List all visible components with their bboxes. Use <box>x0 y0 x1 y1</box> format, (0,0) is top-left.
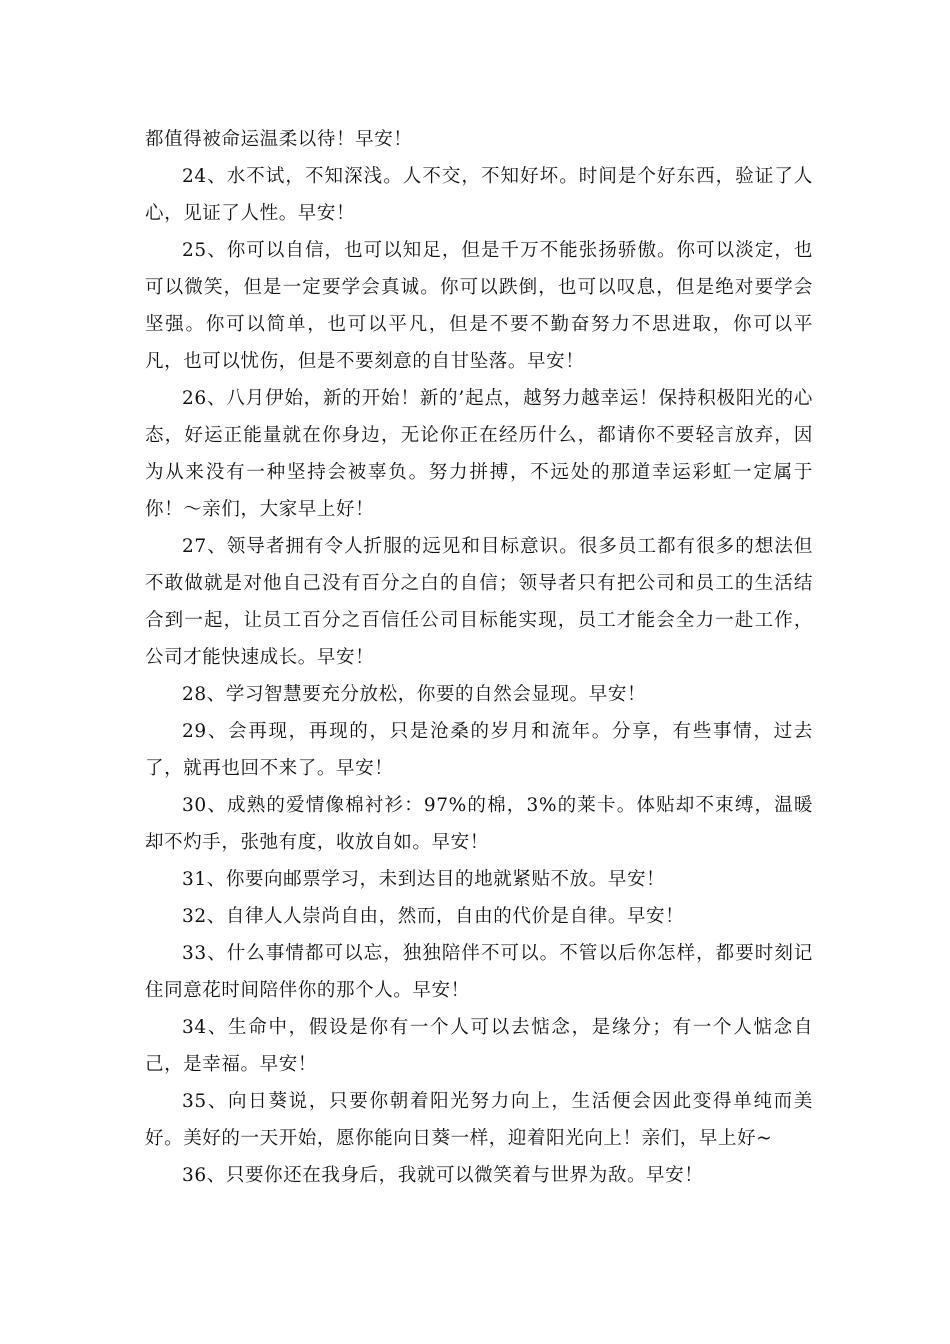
paragraph-33: 33、什么事情都可以忘，独独陪伴不可以。不管以后你怎样，都要时刻记住同意花时间陪伴你的那个人。早安！ <box>145 943 813 1001</box>
paragraph-34: 34、生命中，假设是你有一个人可以去惦念，是缘分；有一个人惦念自己，是幸福。早安！ <box>145 1017 813 1075</box>
paragraph-27: 27、领导者拥有令人折服的远见和目标意识。很多员工都有很多的想法但不敢做就是对他自己没有百分之白的自信；领导者只有把公司和员工的生活结合到一起，让员工百分之百信任公司目标能实现，员工才能会全力一赴工作，公司才能快速成长。早安！ <box>145 536 813 668</box>
paragraph-25: 25、你可以自信，也可以知足，但是千万不能张扬骄傲。你可以淡定，也可以微笑，但是一定要学会真诚。你可以跌倒，也可以叹息，但是绝对要学会坚强。你可以简单，也可以平凡，但是不要不勤奋努力不思进取，你可以平凡，也可以忧伤，但是不要刻意的自甘坠落。早安！ <box>145 240 813 372</box>
paragraph-29: 29、会再现，再现的，只是沧桑的岁月和流年。分享，有些事情，过去了，就再也回不来了。早安！ <box>145 721 813 779</box>
paragraph-35: 35、向日葵说，只要你朝着阳光努力向上，生活便会因此变得单纯而美好。美好的一天开始，愿你能向日葵一样，迎着阳光向上！亲们，早上好~ <box>145 1091 813 1149</box>
paragraph-28: 28、学习智慧要充分放松，你要的自然会显现。早安！ <box>182 684 647 705</box>
paragraph-24: 24、水不试，不知深浅。人不交，不知好坏。时间是个好东西，验证了人心，见证了人性。早安！ <box>145 166 813 224</box>
paragraph-continuation: 都值得被命运温柔以待！早安！ <box>145 129 413 150</box>
paragraph-30: 30、成熟的爱情像棉衬衫：97%的棉，3%的莱卡。体贴却不束缚，温暖却不灼手，张弛有度，收放自如。早安！ <box>145 795 813 853</box>
paragraph-36: 36、只要你还在我身后，我就可以微笑着与世界为敌。早安！ <box>182 1165 704 1186</box>
paragraph-26: 26、八月伊始，新的开始！新的’起点，越努力越幸运！保持积极阳光的心态，好运正能量就在你身边，无论你正在经历什么，都请你不要轻言放弃，因为从来没有一种坚持会被辜负。努力拼搏，不远处的那道幸运彩虹一定属于你！～亲们，大家早上好！ <box>145 388 813 520</box>
paragraph-31: 31、你要向邮票学习，未到达目的地就紧贴不放。早安！ <box>182 869 666 890</box>
document-body <box>145 121 813 1194</box>
paragraph-32: 32、自律人人崇尚自由，然而，自由的代价是自律。早安！ <box>182 906 685 927</box>
